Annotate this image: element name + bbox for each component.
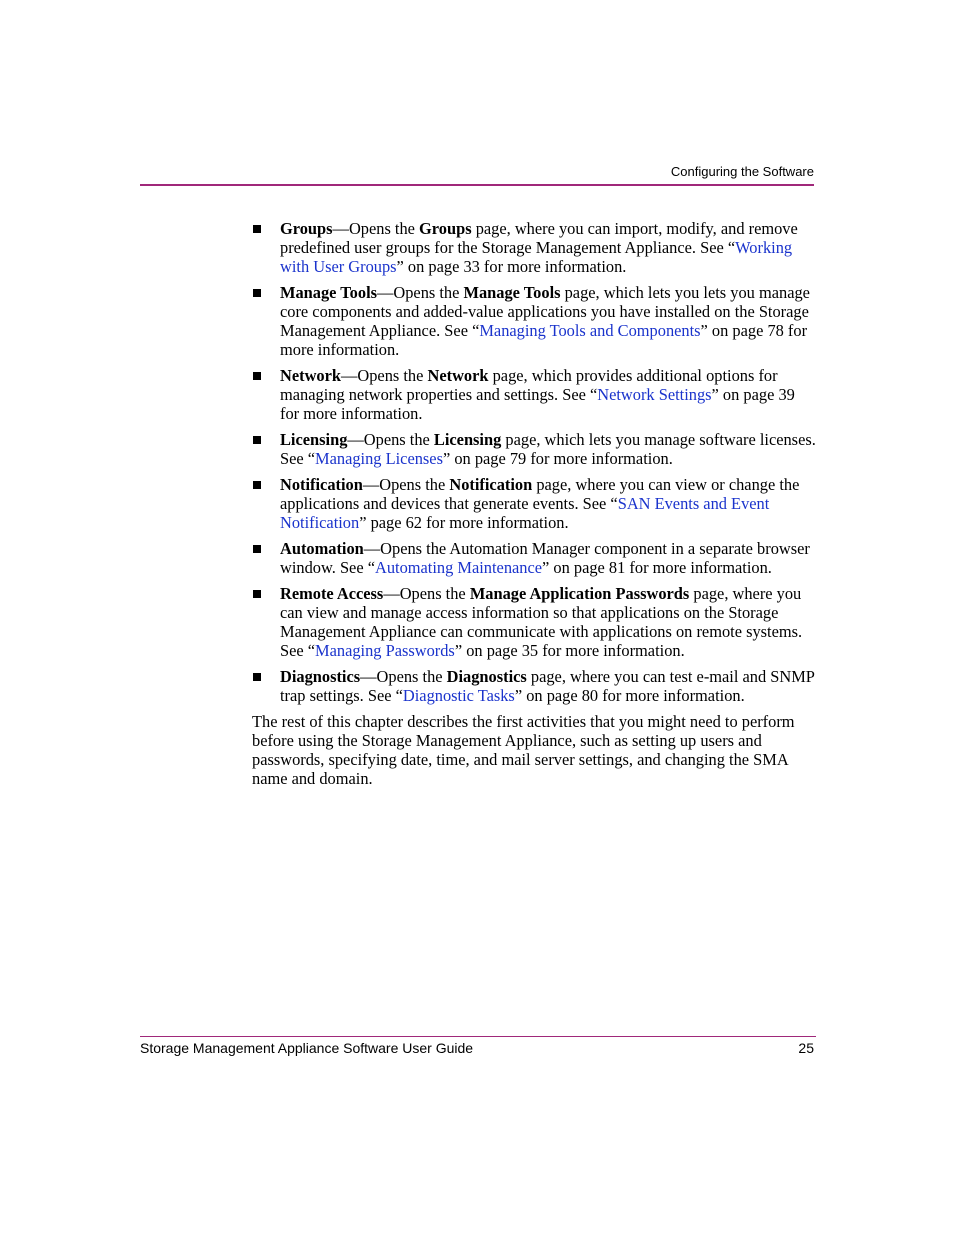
main-content	[252, 219, 817, 788]
bullet-text-after-link: ” on page 35 for more information.	[454, 641, 685, 660]
square-bullet-icon	[253, 481, 261, 489]
bullet-text: page, where you can test e-mail and SNMP trap settings. See “	[280, 667, 815, 705]
list-item-diagnostics	[252, 667, 817, 705]
bullet-separator: —Opens the	[332, 219, 420, 238]
running-header-title: Configuring the Software	[670, 164, 814, 179]
bullet-separator: —Opens the	[360, 667, 447, 686]
bullet-text-after-link: ” on page 39 for more information.	[280, 385, 795, 423]
bullet-page-name: Diagnostics	[446, 667, 527, 686]
bullet-page-name: Manage Application Passwords	[469, 584, 690, 603]
footer-document-title: Storage Management Appliance Software User Guide	[140, 1040, 474, 1056]
bullet-page-name: Network	[427, 366, 489, 385]
bullet-separator: —Opens the Automation Manager component in a separate browser window. See “	[280, 539, 810, 577]
bullet-page-name: Notification	[449, 475, 533, 494]
bullet-text: page, which lets you lets you manage core components and added-value applications you have installed on the Storage Management Appliance. See “	[280, 283, 810, 340]
list-item-remote-access	[252, 584, 817, 660]
bullet-term: Remote Access	[280, 584, 384, 603]
square-bullet-icon	[253, 436, 261, 444]
bullet-separator: —Opens the	[341, 366, 428, 385]
list-item-groups	[252, 219, 817, 276]
bullet-text: page, where you can view and manage access information so that applications on the Storage Management Appliance can communicate with applications on remote systems. See “	[280, 584, 803, 660]
bullet-text-after-link: ” on page 81 for more information.	[542, 558, 772, 577]
bullet-separator: —Opens the	[383, 584, 470, 603]
square-bullet-icon	[253, 545, 261, 553]
bullet-term: Notification	[280, 475, 363, 494]
bullet-text-after-link: ” on page 79 for more information.	[442, 449, 673, 468]
page-number: 25	[798, 1040, 814, 1056]
xref-link[interactable]: Managing Tools and Components	[479, 321, 701, 340]
bullet-text-after-link: ” on page 33 for more information.	[396, 257, 627, 276]
footer-divider	[140, 1036, 816, 1037]
menu-description-list	[252, 219, 817, 705]
list-item-automation	[252, 539, 817, 577]
list-item-manage-tools	[252, 283, 817, 359]
bullet-term: Manage Tools	[280, 283, 377, 302]
square-bullet-icon	[253, 225, 261, 233]
square-bullet-icon	[253, 372, 261, 380]
bullet-text-after-link: ” page 62 for more information.	[359, 513, 569, 532]
header-divider	[140, 184, 814, 186]
bullet-term: Licensing	[280, 430, 348, 449]
bullet-text: page, where you can view or change the applications and devices that generate events. See “	[280, 475, 800, 513]
bullet-separator: —Opens the	[347, 430, 434, 449]
xref-link[interactable]: Automating Maintenance	[374, 558, 543, 577]
xref-link[interactable]: Working with User Groups	[280, 238, 793, 276]
bullet-term: Automation	[280, 539, 364, 558]
list-item-licensing	[252, 430, 817, 468]
square-bullet-icon	[253, 289, 261, 297]
xref-link[interactable]: Diagnostic Tasks	[402, 686, 515, 705]
bullet-page-name: Groups	[419, 219, 472, 238]
bullet-page-name: Manage Tools	[463, 283, 561, 302]
bullet-text: page, which lets you manage software licenses. See “	[280, 430, 816, 468]
bullet-separator: —Opens the	[362, 475, 450, 494]
bullet-term: Diagnostics	[280, 667, 361, 686]
xref-link[interactable]: Managing Passwords	[315, 641, 455, 660]
list-item-notification	[252, 475, 817, 532]
bullet-text: page, which provides additional options for managing network properties and settings. See “	[280, 366, 778, 404]
bullet-text-after-link: ” on page 78 for more information.	[280, 321, 808, 359]
bullet-text-after-link: ” on page 80 for more information.	[514, 686, 745, 705]
xref-link[interactable]: Managing Licenses	[315, 449, 443, 468]
bullet-text: page, where you can import, modify, and remove predefined user groups for the Storage Management Appliance. See “	[280, 219, 798, 257]
bullet-page-name: Licensing	[433, 430, 502, 449]
xref-link[interactable]: SAN Events and Event Notification	[280, 494, 770, 532]
bullet-term: Network	[280, 366, 341, 385]
closing-paragraph: The rest of this chapter describes the first activities that you might need to perform before using the Storage Management Appliance, such as setting up users and passwords, specifying date, time, and mail server settings, and changing the SMA name and domain.	[252, 712, 795, 788]
square-bullet-icon	[253, 590, 261, 598]
square-bullet-icon	[253, 673, 261, 681]
bullet-separator: —Opens the	[377, 283, 464, 302]
bullet-term: Groups	[280, 219, 333, 238]
list-item-network	[252, 366, 817, 423]
xref-link[interactable]: Network Settings	[597, 385, 712, 404]
